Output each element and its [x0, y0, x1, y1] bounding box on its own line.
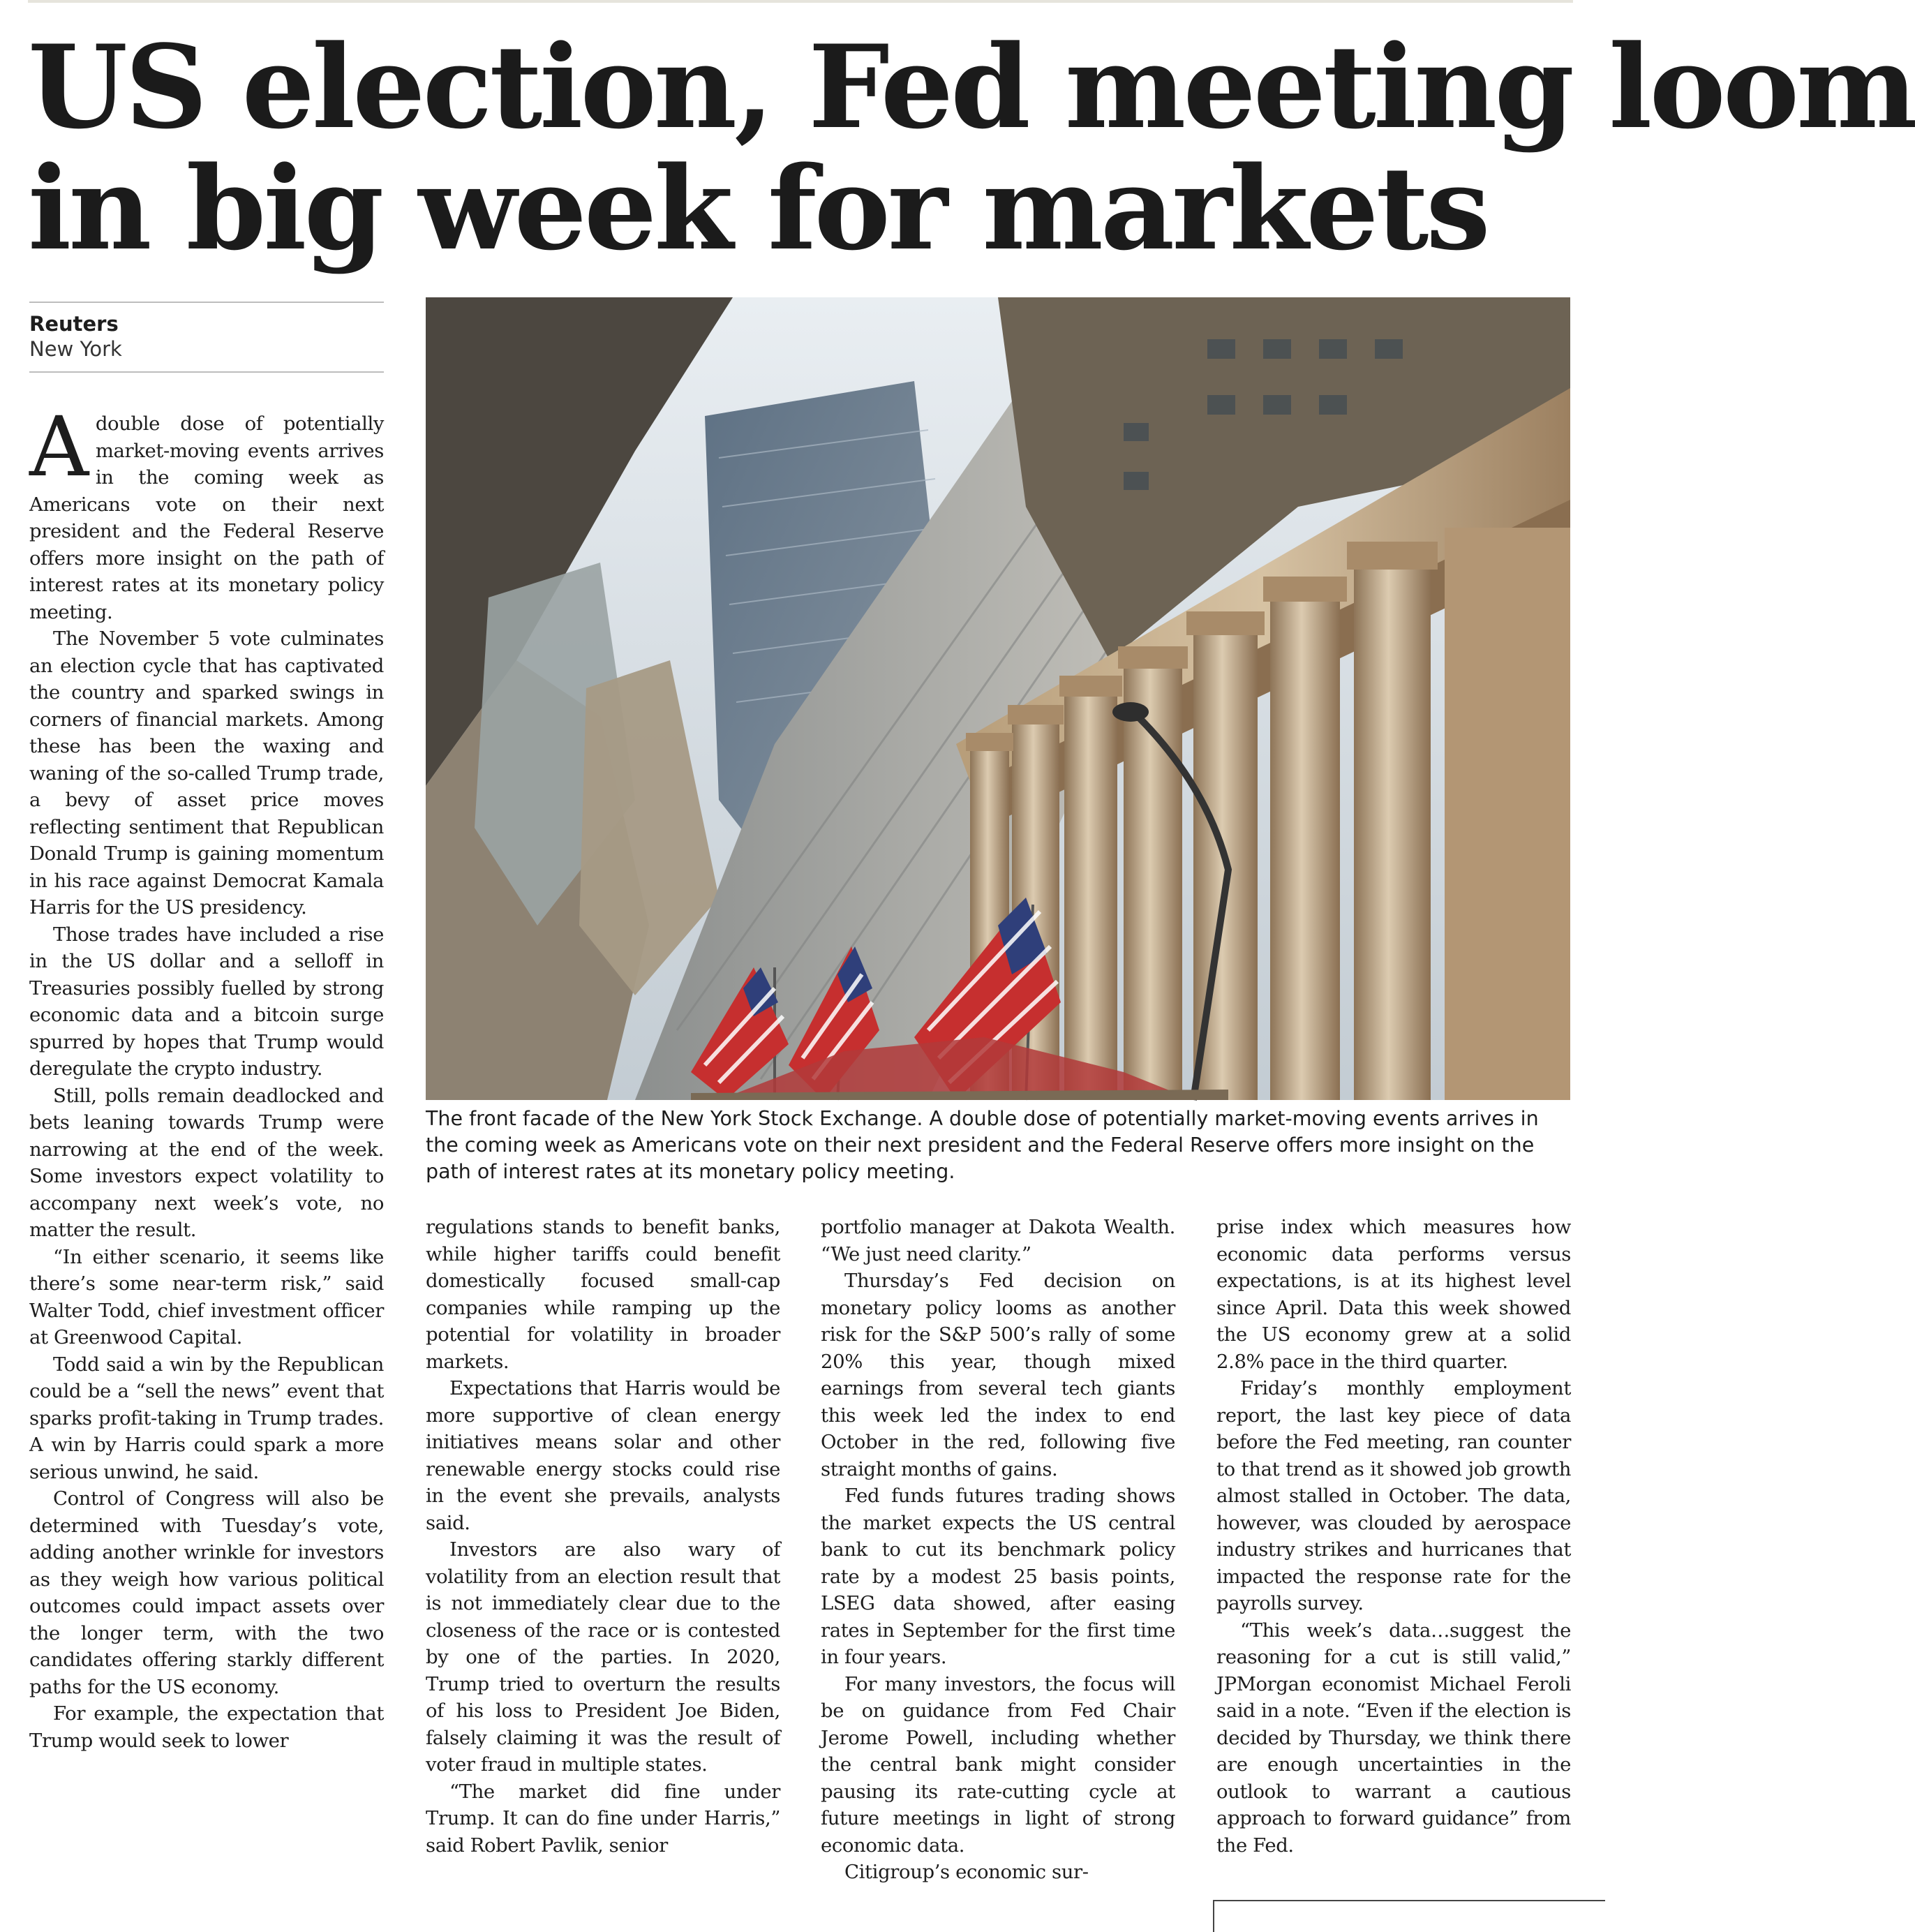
headline-line-1: US election, Fed meeting loom — [28, 20, 1915, 154]
article-paragraph: Citigroup’s economic sur- — [844, 1861, 1089, 1883]
article-paragraph: Still, polls remain deadlocked and bets leaning towards Trump were narrowing at the end of the week. Some investors expect volatility to accompany next week’s vote, no matter the result. — [29, 1084, 384, 1241]
top-rule — [28, 0, 1573, 3]
article-column-1 — [29, 399, 384, 1754]
article-paragraph: For example, the expectation that Trump would seek to lower — [29, 1702, 384, 1752]
article-paragraph: prise index which measures how economic data performs versus expectations, is at its highest level since April. Data this week showed the US economy grew at a solid 2.8% pace in the third quarter. — [1216, 1216, 1571, 1373]
article-paragraph: “The market did fine under Trump. It can do fine under Harris,” said Robert Pavlik, senior — [426, 1780, 780, 1857]
article-paragraph: Todd said a win by the Republican could be a “sell the news” event that sparks profit-taking in Trump trades. A win by Harris could spark a more serious unwind, he said. — [29, 1353, 384, 1483]
article-paragraph: Control of Congress will also be determined with Tuesday’s vote, adding another wrinkle for investors as they weigh how various political outcomes could impact assets over the longer term, with the two candidates offering starkly different paths for the US economy. — [29, 1487, 384, 1698]
headline — [28, 20, 1915, 276]
article-paragraph: Fed funds futures trading shows the market expects the US central bank to cut its benchmark policy rate by a modest 25 basis points, LSEG data showed, after easing rates in September for the first time in four years. — [821, 1485, 1175, 1668]
article-paragraph: “This week’s data…suggest the reasoning for a cut is still valid,” JPMorgan economist Michael Feroli said in a note. “Even if the election is decided by Thursday, we think there are enough uncertainties in the outlook to warrant a cautious approach to forward guidance” from the Fed. — [1216, 1619, 1571, 1857]
byline — [29, 302, 384, 373]
article-paragraph: For many investors, the focus will be on guidance from Fed Chair Jerome Powell, including whether the central bank might consider pausing its rate-cutting cycle at future meetings in light of strong economic data. — [821, 1672, 1175, 1857]
nyse-facade-photo — [426, 297, 1570, 1100]
byline-city: New York — [29, 337, 122, 361]
photo-caption: The front facade of the New York Stock Exchange. A double dose of potentially market-moving events arrives in the coming week as Americans vote on their next president and the Federal Reserve offers more insight on the path of interest rates at its monetary policy meeting. — [426, 1107, 1539, 1183]
adjacent-article-border — [1213, 1900, 1605, 1932]
article-paragraph: The November 5 vote culminates an election cycle that has captivated the country and sparked swings in corners of financial markets. Among these has been the waxing and waning of the so-called Trump trade, a bevy of asset price moves reflecting sentiment that Republican Donald Trump is gaining momentum in his race against Democrat Kamala Harris for the US presidency. — [29, 627, 384, 919]
photo-illustration — [426, 297, 1570, 1100]
article-paragraph: regulations stands to benefit banks, while higher tariffs could benefit domestically focused small-cap companies while ramping up the potential for volatility in broader markets. — [426, 1216, 780, 1373]
article-column-4 — [1216, 1214, 1571, 1859]
drop-cap: A — [29, 399, 89, 495]
article-paragraph: Thursday’s Fed decision on monetary policy looms as another risk for the S&P 500’s rally of some 20% this year, though mixed earnings from several tech giants this week led the index to end October in the red, following five straight months of gains. — [821, 1270, 1175, 1480]
article-paragraph: portfolio manager at Dakota Wealth. “We just need clarity.” — [821, 1216, 1175, 1265]
article-paragraph: Friday’s monthly employment report, the last key piece of data before the Fed meeting, ran counter to that trend as it showed job growth almost stalled in October. The data, however, was clouded by aerospace industry strikes and hurricanes that impacted the response rate for the payrolls survey. — [1216, 1377, 1571, 1614]
article-paragraph: Expectations that Harris would be more supportive of clean energy initiatives means solar and other renewable energy stocks could rise in the event she prevails, analysts said. — [426, 1377, 780, 1534]
article-paragraph: Those trades have included a rise in the US dollar and a selloff in Treasuries possibly fuelled by strong economic data and a bitcoin surge spurred by hopes that Trump would deregulate the crypto industry. — [29, 923, 384, 1080]
paragraph-text: double dose of potentially market-moving events arrives in the coming week as Americans vote on their next president and the Federal Reserve offers more insight on the path of interest rates at its monetary policy meeting. — [29, 413, 384, 623]
article-paragraph — [29, 399, 384, 625]
byline-agency: Reuters — [29, 312, 119, 336]
headline-line-2: in big week for markets — [28, 141, 1488, 276]
article-column-3 — [821, 1214, 1175, 1886]
article-paragraph: “In either scenario, it seems like there’s some near-term risk,” said Walter Todd, chief investment officer at Greenwood Capital. — [29, 1245, 384, 1348]
article-paragraph: Investors are also wary of volatility from an election result that is not immediately clear due to the closeness of the race or is contested by one of the parties. In 2020, Trump tried to overturn the results of his loss to President Joe Biden, falsely claiming it was the result of voter fraud in multiple states. — [426, 1538, 780, 1776]
article-column-2 — [426, 1214, 780, 1859]
